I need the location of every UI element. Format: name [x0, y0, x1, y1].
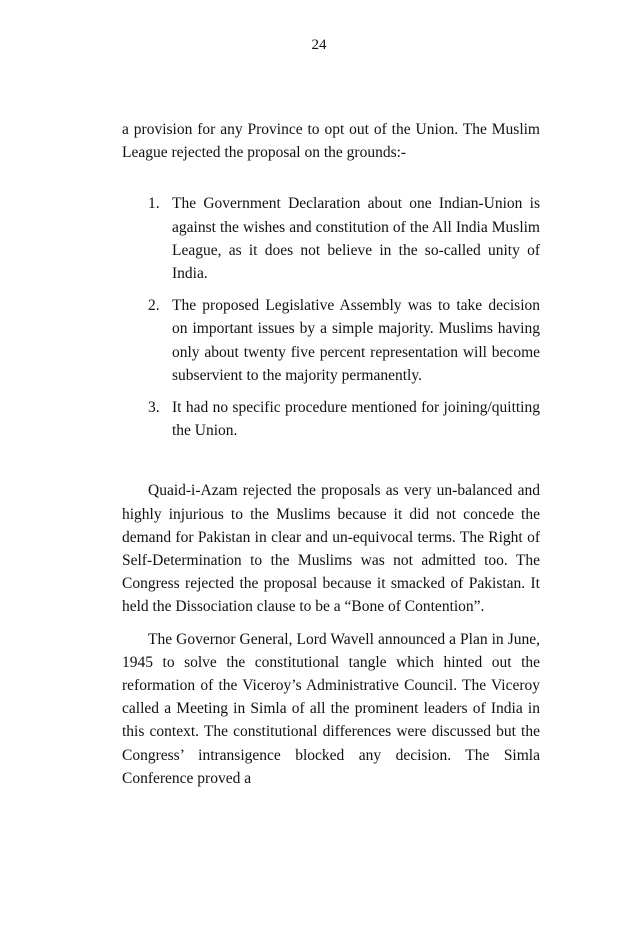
intro-paragraph: a provision for any Province to opt out of the Union. The Muslim League rejected the proposal on the grounds:- — [122, 121, 540, 162]
grounds-list — [122, 192, 540, 442]
page-number: 24 — [311, 37, 327, 53]
list-item-text: The Government Declaration about one Indian-Union is against the wishes and constitution of the All India Muslim League, as it does not believe in the so-called unity of India. — [172, 195, 540, 283]
list-item — [122, 396, 540, 442]
body-paragraph: Quaid-i-Azam rejected the proposals as very un-balanced and highly injurious to the Muslims because it did not concede the demand for Pakistan in clear and un-equivocal terms. The Right of Self-Determination to the Muslims was not admitted too. The Congress rejected the proposal because it smacked of Pakistan. It held the Dissociation clause to be a “Bone of Contention”. — [122, 482, 540, 616]
body-paragraph: The Governor General, Lord Wavell announced a Plan in June, 1945 to solve the constitutional tangle which hinted out the reformation of the Viceroy’s Administrative Council. The Viceroy called a Meeting in Simla of all the prominent leaders of India in this context. The constitutional differences were discussed but the Congress’ intransigence blocked any decision. The Simla Conference proved a — [122, 630, 540, 787]
list-item-number: 2. — [148, 297, 160, 315]
list-item-number: 1. — [148, 195, 160, 213]
list-item — [122, 294, 540, 387]
list-item-number: 3. — [148, 399, 160, 417]
list-item — [122, 192, 540, 285]
page-body — [122, 118, 540, 799]
list-item-text: It had no specific procedure mentioned for joining/quitting the Union. — [172, 399, 540, 440]
list-item-text: The proposed Legislative Assembly was to take decision on important issues by a simple majority. Muslims having only about twenty five percent representation will become subservient to the majority permanently. — [172, 297, 540, 384]
